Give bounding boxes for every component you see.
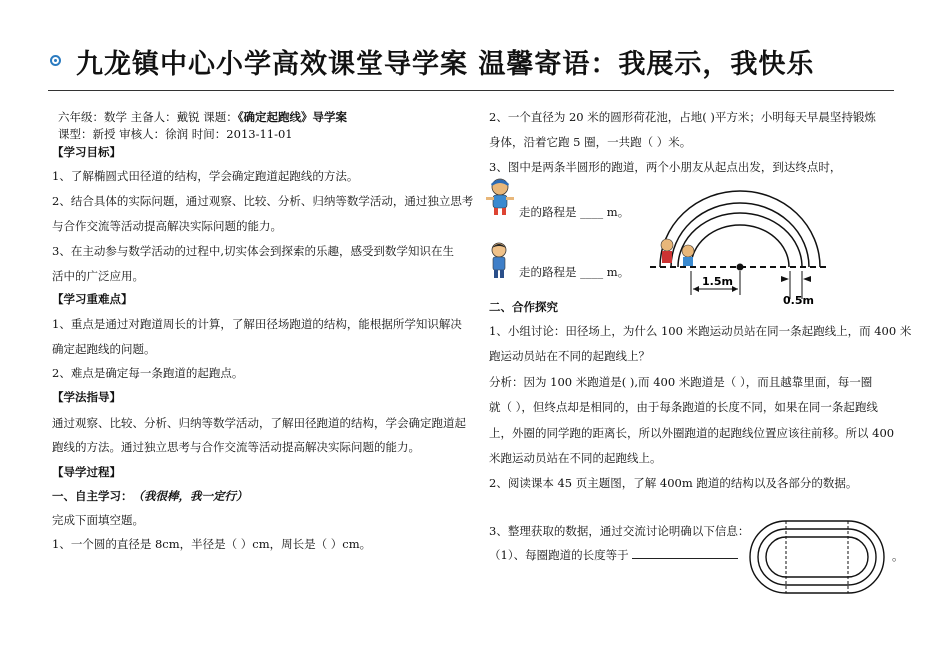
cooperate-1-line-1: 1、小组讨论：田径场上，为什么 100 米跑运动员站在同一条起跑线上，而 400 米 xyxy=(489,324,912,338)
walk-distance-1: 走的路程是 ____ m。 xyxy=(519,205,630,219)
track-lane-outer xyxy=(750,521,884,593)
goals-heading: 【学习目标】 xyxy=(52,145,121,159)
arrow-05-right xyxy=(803,276,811,282)
trailing-period: 。 xyxy=(892,549,904,563)
meta-info: 六年级：数学 主备人：戴锐 课题： xyxy=(58,110,238,124)
keypoint-1-line-2: 确定起跑线的问题。 xyxy=(52,342,156,356)
method-line-2: 跑线的方法。通过独立思考与合作交流等活动提高解决实际问题的能力。 xyxy=(52,440,420,454)
keypoints-heading: 【学习重难点】 xyxy=(52,292,133,306)
label-0-5m: 0.5m xyxy=(783,294,814,305)
goal-2-line-1: 2、结合具体的实际问题，通过观察、比较、分析、归纳等数学活动，通过独立思考 xyxy=(52,194,474,208)
semicircle-track-diagram xyxy=(640,183,860,305)
school-logo-icon xyxy=(50,55,61,66)
center-point xyxy=(737,264,744,271)
child-start-icon xyxy=(661,239,673,251)
method-heading: 【学法指导】 xyxy=(52,390,121,404)
track-length-label: （1）、每圈跑道的长度等于 xyxy=(489,548,629,562)
goal-3-line-2: 活中的广泛应用。 xyxy=(52,269,144,283)
question-3: 3、图中是两条半圆形的跑道，两个小朋友从起点出发，到达终点时， xyxy=(489,160,842,174)
label-1-5m: 1.5m xyxy=(702,275,733,288)
walk-distance-2: 走的路程是 ____ m。 xyxy=(519,265,630,279)
track-length-blank[interactable] xyxy=(632,547,738,559)
track-lane-inner xyxy=(766,537,868,577)
cooperate-1-line-5: 上，外圈的同学跑的距离长，所以外圈跑道的起跑线位置应该往前移。所以 400 xyxy=(489,426,895,440)
child-inner-body xyxy=(683,257,693,266)
meta-line-1 xyxy=(58,110,347,124)
question-2-line-2: 身体，沿着它跑 5 圈，一共跑（ ）米。 xyxy=(489,135,692,149)
section-2-heading: 二、合作探究 xyxy=(489,300,558,314)
arrow-left xyxy=(693,286,699,292)
method-line-1: 通过观察、比较、分析、归纳等数学活动，了解田径跑道的结构，学会确定跑道起 xyxy=(52,416,466,430)
cooperate-1-line-2: 跑运动员站在不同的起跑线上？ xyxy=(489,349,650,363)
child-walker-icon xyxy=(485,240,513,280)
cooperate-1-line-3: 分析：因为 100 米跑道是( ),而 400 米跑道是（ ），而且越靠里面，每一圈 xyxy=(489,375,873,389)
section-1-motto: （我很棒，我一定行） xyxy=(132,489,248,503)
arrow-05-left xyxy=(781,276,789,282)
cooperate-3-item-1 xyxy=(489,547,738,562)
child-inner-icon xyxy=(682,245,694,257)
header-divider xyxy=(48,90,894,91)
process-heading: 【导学过程】 xyxy=(52,465,121,479)
child-runner-icon xyxy=(484,177,516,217)
goal-1: 1、了解椭圆式田径道的结构，学会确定跑道起跑线的方法。 xyxy=(52,169,359,183)
keypoint-2: 2、难点是确定每一条跑道的起跑点。 xyxy=(52,366,244,380)
child-start-body xyxy=(662,251,672,263)
fill-prompt: 完成下面填空题。 xyxy=(52,513,144,527)
inner-arc-outer xyxy=(678,213,802,267)
keypoint-1-line-1: 1、重点是通过对跑道周长的计算，了解田径场跑道的结构，能根据所学知识解决 xyxy=(52,317,462,331)
cooperate-3: 3、整理获取的数据，通过交流讨论明确以下信息： xyxy=(489,524,750,538)
meta-line-2: 课型：新授 审核人：徐润 时间：2013-11-01 xyxy=(58,127,293,141)
cooperate-1-line-4: 就（ ），但终点却是相同的，由于每条跑道的长度不同，如果在同一条起跑线 xyxy=(489,400,878,414)
inner-arc-inner xyxy=(691,225,789,267)
question-2-line-1: 2、一个直径为 20 米的圆形荷花池，占地( )平方米；小明每天早晨坚持锻炼 xyxy=(489,110,876,124)
cooperate-1-line-6: 米跑运动员站在不同的起跑线上。 xyxy=(489,451,662,465)
page-title: 九龙镇中心小学高效课堂导学案 温馨寄语：我展示，我快乐 xyxy=(76,49,815,80)
goal-3-line-1: 3、在主动参与数学活动的过程中,切实体会到探索的乐趣，感受到数学知识在生 xyxy=(52,244,454,258)
section-1-heading xyxy=(52,489,248,503)
lesson-topic: 《确定起跑线》导学案 xyxy=(237,110,348,124)
section-1-title: 一、自主学习： xyxy=(52,489,133,503)
oval-track-diagram xyxy=(748,519,888,595)
goal-2-line-2: 与合作交流等活动提高解决实际问题的能力。 xyxy=(52,219,282,233)
cooperate-2: 2、阅读课本 45 页主题图，了解 400m 跑道的结构以及各部分的数据。 xyxy=(489,476,858,490)
question-1: 1、一个圆的直径是 8cm，半径是（ ）cm，周长是（ ）cm。 xyxy=(52,537,372,551)
